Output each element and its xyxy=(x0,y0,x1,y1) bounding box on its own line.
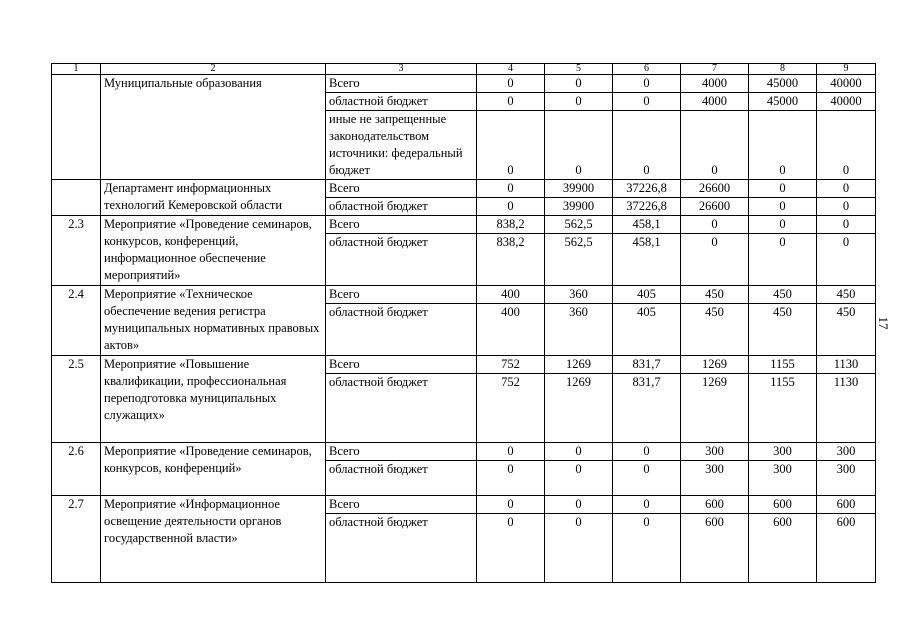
budget-table xyxy=(51,63,876,583)
amount-cell: 0 xyxy=(545,461,613,496)
amount-cell: 300 xyxy=(749,443,817,461)
funding-source: Всего xyxy=(326,216,477,234)
amount-cell: 600 xyxy=(817,514,876,583)
amount-cell: 600 xyxy=(681,514,749,583)
amount-cell: 831,7 xyxy=(613,374,681,443)
amount-cell: 458,1 xyxy=(613,216,681,234)
amount-cell: 26600 xyxy=(681,180,749,198)
amount-cell: 300 xyxy=(817,443,876,461)
item-name: Мероприятие «Информационное освещение деятельности органов государственной власти» xyxy=(101,496,326,583)
amount-cell: 831,7 xyxy=(613,356,681,374)
amount-cell: 0 xyxy=(545,75,613,93)
amount-cell: 0 xyxy=(817,198,876,216)
amount-cell: 0 xyxy=(477,93,545,111)
amount-cell: 40000 xyxy=(817,75,876,93)
item-name: Мероприятие «Техническое обеспечение ведения регистра муниципальных нормативных правовых актов» xyxy=(101,286,326,356)
amount-cell: 0 xyxy=(477,443,545,461)
amount-cell: 39900 xyxy=(545,198,613,216)
amount-cell: 752 xyxy=(477,374,545,443)
column-number: 7 xyxy=(681,64,749,75)
amount-cell: 0 xyxy=(749,180,817,198)
amount-cell: 0 xyxy=(477,198,545,216)
amount-cell: 450 xyxy=(681,304,749,356)
column-number: 2 xyxy=(101,64,326,75)
amount-cell: 1155 xyxy=(749,374,817,443)
amount-cell: 37226,8 xyxy=(613,198,681,216)
amount-cell: 0 xyxy=(613,75,681,93)
funding-source: Всего xyxy=(326,75,477,93)
amount-cell: 0 xyxy=(817,234,876,286)
funding-source: Всего xyxy=(326,356,477,374)
amount-cell: 300 xyxy=(681,443,749,461)
amount-cell: 0 xyxy=(613,443,681,461)
amount-cell: 600 xyxy=(749,514,817,583)
funding-source: областной бюджет xyxy=(326,374,477,443)
funding-source: областной бюджет xyxy=(326,198,477,216)
funding-source: областной бюджет xyxy=(326,234,477,286)
amount-cell: 39900 xyxy=(545,180,613,198)
amount-cell: 1130 xyxy=(817,374,876,443)
funding-source: Всего xyxy=(326,496,477,514)
amount-cell: 600 xyxy=(817,496,876,514)
amount-cell: 450 xyxy=(817,286,876,304)
amount-cell: 450 xyxy=(681,286,749,304)
amount-cell: 360 xyxy=(545,304,613,356)
amount-cell: 26600 xyxy=(681,198,749,216)
amount-cell: 1130 xyxy=(817,356,876,374)
table-row xyxy=(52,496,876,514)
page-number: 17 xyxy=(876,316,891,330)
item-name: Мероприятие «Повышение квалификации, профессиональная переподготовка муниципальных служащих» xyxy=(101,356,326,443)
amount-cell: 0 xyxy=(749,198,817,216)
amount-cell: 1269 xyxy=(681,374,749,443)
amount-cell: 600 xyxy=(681,496,749,514)
amount-cell: 360 xyxy=(545,286,613,304)
amount-cell: 838,2 xyxy=(477,216,545,234)
amount-cell: 0 xyxy=(749,234,817,286)
amount-cell: 45000 xyxy=(749,75,817,93)
funding-source: областной бюджет xyxy=(326,93,477,111)
table-row xyxy=(52,286,876,304)
item-name: Мероприятие «Проведение семинаров, конкурсов, конференций» xyxy=(101,443,326,496)
amount-cell: 300 xyxy=(681,461,749,496)
funding-source: иные не запрещенные законодательством источники: федеральный бюджет xyxy=(326,111,477,180)
item-number xyxy=(52,75,101,180)
amount-cell: 4000 xyxy=(681,75,749,93)
funding-source: Всего xyxy=(326,180,477,198)
amount-cell: 0 xyxy=(817,111,876,180)
item-number: 2.7 xyxy=(52,496,101,583)
item-name: Муниципальные образования xyxy=(101,75,326,180)
amount-cell: 300 xyxy=(749,461,817,496)
funding-source: Всего xyxy=(326,286,477,304)
amount-cell: 1269 xyxy=(545,356,613,374)
amount-cell: 0 xyxy=(681,111,749,180)
amount-cell: 838,2 xyxy=(477,234,545,286)
table-row xyxy=(52,216,876,234)
amount-cell: 405 xyxy=(613,286,681,304)
amount-cell: 0 xyxy=(681,216,749,234)
amount-cell: 1269 xyxy=(681,356,749,374)
table-row xyxy=(52,75,876,93)
table-row xyxy=(52,180,876,198)
item-number: 2.5 xyxy=(52,356,101,443)
funding-source: Всего xyxy=(326,443,477,461)
column-number: 1 xyxy=(52,64,101,75)
amount-cell: 0 xyxy=(477,111,545,180)
funding-source: областной бюджет xyxy=(326,461,477,496)
amount-cell: 0 xyxy=(545,93,613,111)
amount-cell: 0 xyxy=(545,443,613,461)
amount-cell: 600 xyxy=(749,496,817,514)
amount-cell: 562,5 xyxy=(545,234,613,286)
item-name: Мероприятие «Проведение семинаров, конкурсов, конференций, информационное обеспечение мероприятий» xyxy=(101,216,326,286)
amount-cell: 450 xyxy=(749,304,817,356)
column-number: 6 xyxy=(613,64,681,75)
amount-cell: 1155 xyxy=(749,356,817,374)
amount-cell: 0 xyxy=(477,180,545,198)
amount-cell: 450 xyxy=(817,304,876,356)
column-number-row xyxy=(52,64,876,75)
amount-cell: 1269 xyxy=(545,374,613,443)
column-number: 3 xyxy=(326,64,477,75)
amount-cell: 752 xyxy=(477,356,545,374)
amount-cell: 37226,8 xyxy=(613,180,681,198)
amount-cell: 0 xyxy=(681,234,749,286)
amount-cell: 45000 xyxy=(749,93,817,111)
item-number: 2.3 xyxy=(52,216,101,286)
column-number: 5 xyxy=(545,64,613,75)
amount-cell: 0 xyxy=(817,216,876,234)
amount-cell: 4000 xyxy=(681,93,749,111)
amount-cell: 400 xyxy=(477,286,545,304)
amount-cell: 0 xyxy=(613,461,681,496)
item-number: 2.6 xyxy=(52,443,101,496)
amount-cell: 458,1 xyxy=(613,234,681,286)
amount-cell: 0 xyxy=(817,180,876,198)
amount-cell: 40000 xyxy=(817,93,876,111)
column-number: 8 xyxy=(749,64,817,75)
item-number xyxy=(52,180,101,216)
amount-cell: 450 xyxy=(749,286,817,304)
item-name: Департамент информационных технологий Кемеровской области xyxy=(101,180,326,216)
funding-source: областной бюджет xyxy=(326,514,477,583)
column-number: 4 xyxy=(477,64,545,75)
funding-source: областной бюджет xyxy=(326,304,477,356)
amount-cell: 400 xyxy=(477,304,545,356)
amount-cell: 0 xyxy=(545,111,613,180)
amount-cell: 0 xyxy=(749,111,817,180)
amount-cell: 0 xyxy=(477,461,545,496)
amount-cell: 405 xyxy=(613,304,681,356)
amount-cell: 0 xyxy=(545,496,613,514)
amount-cell: 0 xyxy=(477,514,545,583)
amount-cell: 0 xyxy=(545,514,613,583)
column-number: 9 xyxy=(817,64,876,75)
amount-cell: 0 xyxy=(477,75,545,93)
item-number: 2.4 xyxy=(52,286,101,356)
amount-cell: 0 xyxy=(613,514,681,583)
amount-cell: 300 xyxy=(817,461,876,496)
amount-cell: 0 xyxy=(749,216,817,234)
amount-cell: 0 xyxy=(613,93,681,111)
table-row xyxy=(52,356,876,374)
amount-cell: 0 xyxy=(613,111,681,180)
table-row xyxy=(52,443,876,461)
amount-cell: 0 xyxy=(613,496,681,514)
amount-cell: 0 xyxy=(477,496,545,514)
amount-cell: 562,5 xyxy=(545,216,613,234)
